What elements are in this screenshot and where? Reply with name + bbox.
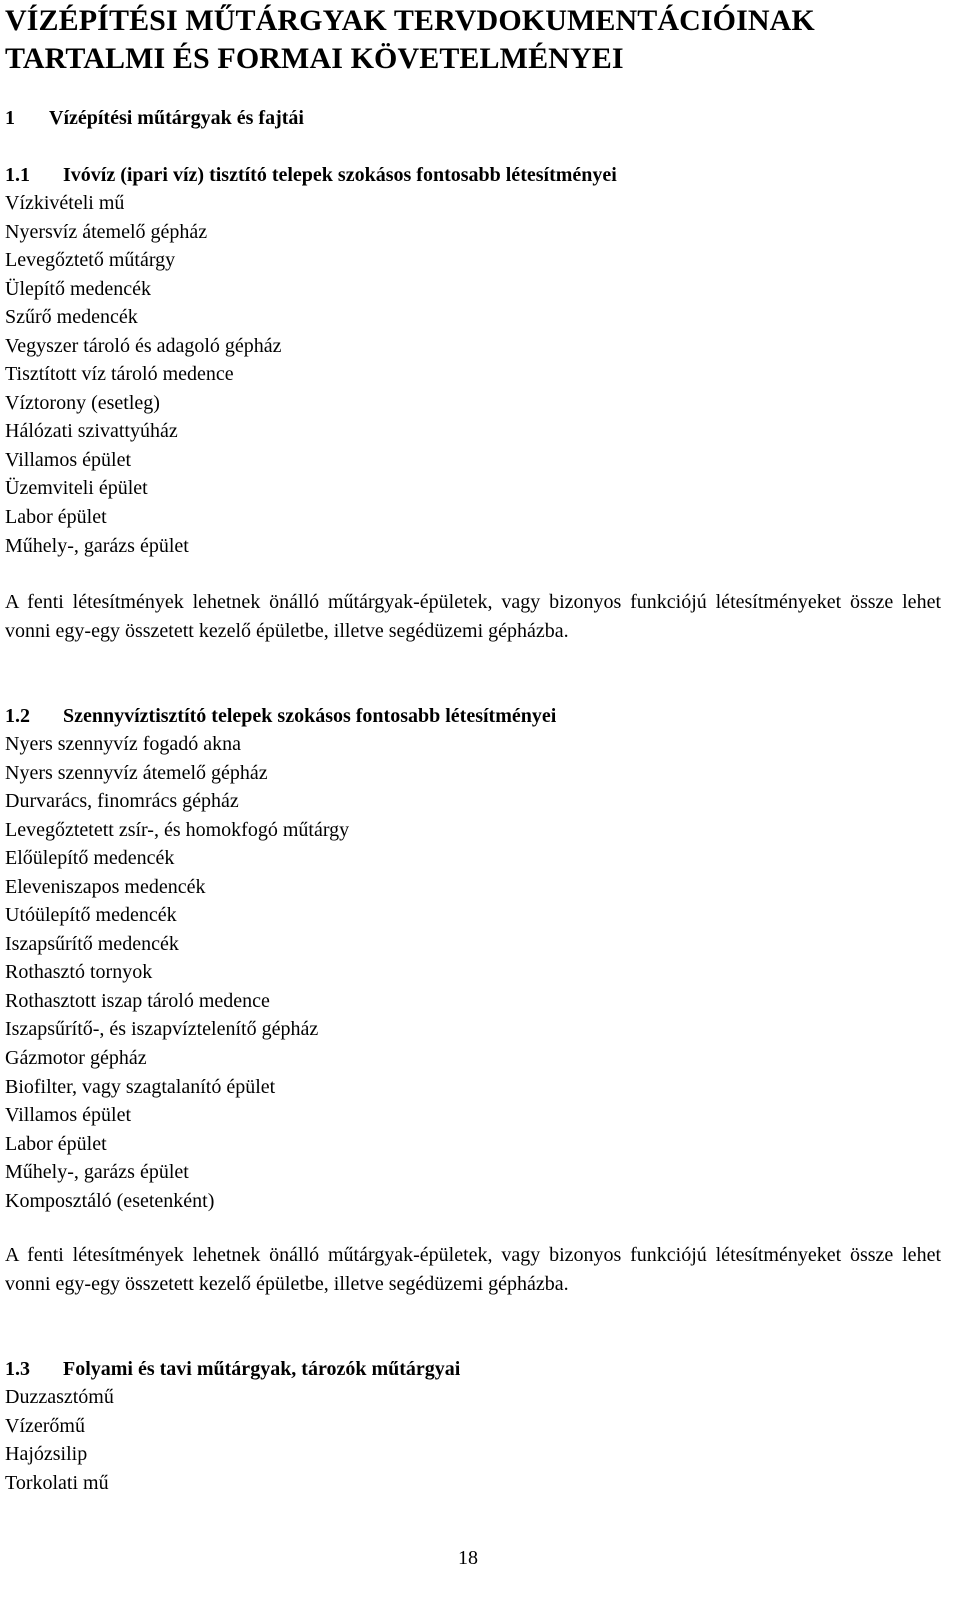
section-1-1-note: A fenti létesítmények lehetnek önálló műtárgyak-épületek, vagy bizonyos funkciójú létesítményeket össze lehet vonni egy-egy összetett kezelő épületbe, illetve segédüzemi gépházba. [5, 591, 941, 642]
section-1-3-heading [5, 1355, 460, 1383]
list-item: Vízerőmű [5, 1414, 85, 1437]
list-item: Villamos épület [5, 1104, 131, 1127]
section-1-heading [5, 104, 304, 132]
list-item: Üzemviteli épület [5, 477, 148, 500]
list-item: Műhely-, garázs épület [5, 1161, 189, 1184]
page-number: 18 [458, 1547, 478, 1569]
list-item: Vízkivételi mű [5, 192, 125, 214]
list-item: Nyers szennyvíz átemelő gépház [5, 761, 268, 784]
list-item: Tisztított víz tároló medence [5, 363, 234, 386]
list-item: Biofilter, vagy szagtalanító épület [5, 1075, 276, 1098]
list-item: Víztorony (esetleg) [5, 391, 160, 414]
section-1-1-list [5, 189, 282, 560]
section-1-number: 1 [5, 107, 15, 129]
list-item: Nyersvíz átemelő gépház [5, 220, 208, 243]
section-1-2-heading [5, 702, 556, 730]
section-1-3-list [5, 1383, 114, 1497]
list-item: Labor épület [5, 506, 107, 529]
list-item: Hálózati szivattyúház [5, 420, 178, 443]
section-1-1-title: Ivóvíz (ipari víz) tisztító telepek szokásos fontosabb létesítményei [63, 164, 617, 186]
list-item: Levegőztető műtárgy [5, 249, 176, 272]
list-item: Torkolati mű [5, 1471, 109, 1494]
list-item: Műhely-, garázs épület [5, 534, 189, 557]
list-item: Vegyszer tároló és adagoló gépház [5, 334, 282, 357]
section-1-2-note: A fenti létesítmények lehetnek önálló műtárgyak-épületek, vagy bizonyos funkciójú létesítményeket össze lehet vonni egy-egy összetett kezelő épületbe, illetve segédüzemi gépházba. [5, 1244, 941, 1295]
document-title [5, 2, 815, 78]
list-item: Rothasztott iszap tároló medence [5, 989, 270, 1012]
list-item: Nyers szennyvíz fogadó akna [5, 733, 242, 755]
list-item: Komposztáló (esetenként) [5, 1189, 215, 1212]
section-1-2-list [5, 730, 349, 1215]
list-item: Ülepítő medencék [5, 277, 152, 300]
list-item: Duzzasztómű [5, 1386, 114, 1408]
section-1-3-title: Folyami és tavi műtárgyak, tározók műtárgyai [63, 1358, 461, 1380]
list-item: Iszapsűrítő medencék [5, 932, 179, 955]
list-item: Villamos épület [5, 448, 131, 471]
document-title-line-2: TARTALMI ÉS FORMAI KÖVETELMÉNYEI [5, 42, 624, 75]
list-item: Hajózsilip [5, 1443, 88, 1466]
list-item: Durvarács, finomrács gépház [5, 790, 239, 813]
list-item: Eleveniszapos medencék [5, 875, 206, 898]
list-item: Levegőztetett zsír-, és homokfogó műtárgy [5, 818, 350, 841]
section-1-1-number: 1.1 [5, 164, 30, 186]
section-1-2-title: Szennyvíztisztító telepek szokásos fontosabb létesítményei [63, 705, 557, 727]
list-item: Előülepítő medencék [5, 847, 175, 870]
section-1-1-heading [5, 161, 617, 189]
document-title-line-1: VÍZÉPÍTÉSI MŰTÁRGYAK TERVDOKUMENTÁCIÓINAK [5, 4, 815, 37]
list-item: Utóülepítő medencék [5, 904, 177, 927]
section-1-title: Vízépítési műtárgyak és fajtái [49, 107, 304, 129]
section-1-2-number: 1.2 [5, 705, 30, 727]
section-1-3-number: 1.3 [5, 1358, 30, 1380]
list-item: Gázmotor gépház [5, 1047, 147, 1070]
list-item: Labor épület [5, 1132, 107, 1155]
list-item: Rothasztó tornyok [5, 961, 153, 984]
list-item: Iszapsűrítő-, és iszapvíztelenítő gépház [5, 1018, 319, 1041]
list-item: Szűrő medencék [5, 306, 138, 329]
